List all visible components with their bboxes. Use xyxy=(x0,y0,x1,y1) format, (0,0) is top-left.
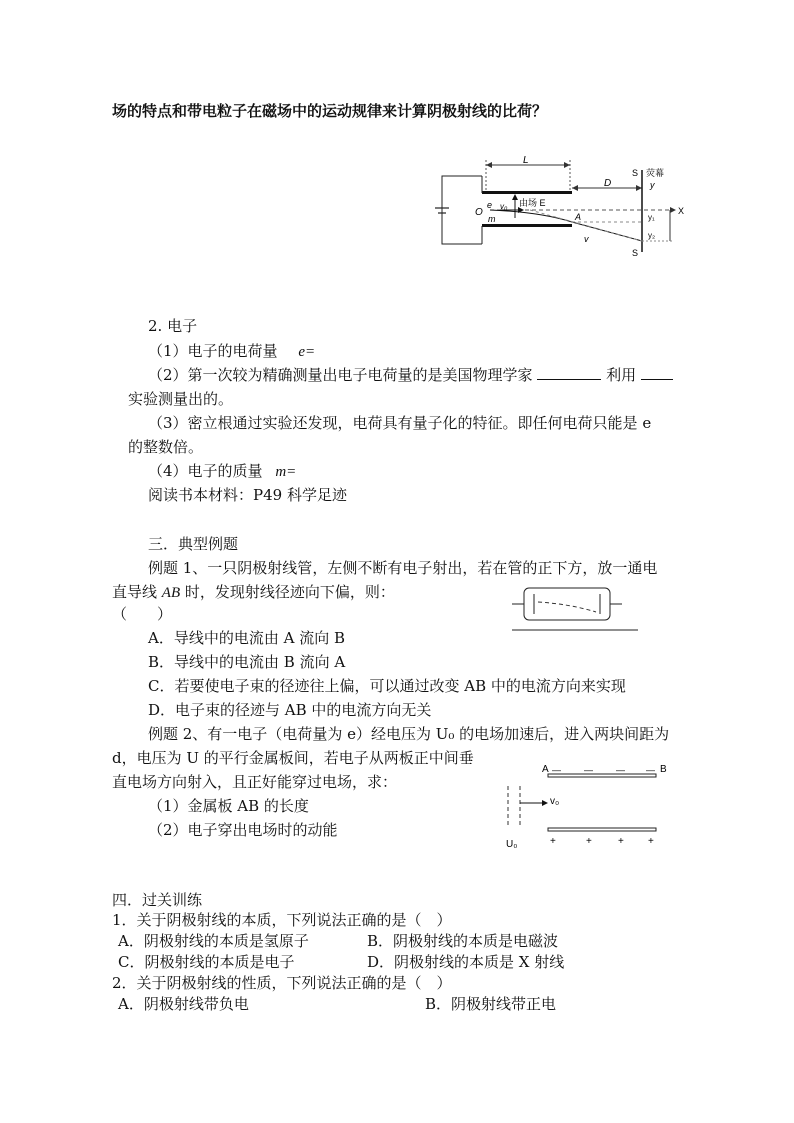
practice-q1-option-c[interactable]: C．阴极射线的本质是电子 xyxy=(118,953,295,971)
label-O: O xyxy=(475,207,483,218)
millikan-line-2: 实验测量出的。 xyxy=(128,390,234,408)
practice-q1-option-d[interactable]: D．阴极射线的本质是 X 射线 xyxy=(367,953,565,971)
label-field: 由场 E xyxy=(519,198,546,208)
example-2-question-1: （1）金属板 AB 的长度 xyxy=(148,797,309,815)
plus-sign-3: + xyxy=(618,836,624,847)
minus-sign-2: — xyxy=(584,765,593,775)
example-2-question-2: （2）电子穿出电场时的动能 xyxy=(148,821,338,839)
label-v: v xyxy=(584,234,589,244)
plate-label-B: B xyxy=(660,764,667,775)
ex1-option-a[interactable]: A．导线中的电流由 A 流向 B xyxy=(148,629,345,647)
label-A: A xyxy=(575,212,582,222)
label-L: L xyxy=(523,155,529,166)
label-D: D xyxy=(604,178,612,189)
practice-q2-option-b[interactable]: B．阴极射线带正电 xyxy=(425,995,557,1013)
plus-sign-4: + xyxy=(648,836,654,847)
electron-mass-label: （4）电子的质量 xyxy=(148,462,263,480)
quantization-line: （3）密立根通过实验还发现，电荷具有量子化的特征。即任何电荷只能是 e xyxy=(148,414,652,432)
deflection-diagram xyxy=(430,152,700,264)
label-S-bottom: S xyxy=(632,248,639,258)
plus-sign-1: + xyxy=(550,836,556,847)
example-2-line-3: 直电场方向射入，且正好能穿过电场，求： xyxy=(112,773,398,791)
reading-note: 阅读书本材料：P49 科学足迹 xyxy=(148,486,347,504)
plus-sign-2: + xyxy=(586,836,592,847)
label-y2: y₂ xyxy=(648,231,656,240)
minus-sign-1: — xyxy=(552,765,561,775)
intro-question: 场的特点和带电粒子在磁场中的运动规律来计算阴极射线的比荷？ xyxy=(112,102,548,120)
label-y1: y₁ xyxy=(648,213,655,222)
example-1-var: AB xyxy=(161,585,181,601)
example-1-text-a: 直导线 xyxy=(112,583,158,601)
scientist-blank[interactable] xyxy=(537,365,601,380)
practice-q2-option-a[interactable]: A．阴极射线带负电 xyxy=(118,995,249,1013)
example-1-paren: （ ） xyxy=(112,605,173,623)
label-v0: v₀ xyxy=(500,202,508,211)
label-e: e xyxy=(487,200,493,210)
electron-mass-var: m= xyxy=(275,464,297,480)
parallel-plates-diagram xyxy=(500,760,680,852)
example-2-line-2: d，电压为 U 的平行金属板间，若电子从两板正中间垂 xyxy=(112,749,474,767)
millikan-line xyxy=(148,365,673,385)
label-x: X xyxy=(678,206,685,216)
label-m: m xyxy=(488,214,496,224)
ex1-option-b[interactable]: B．导线中的电流由 B 流向 A xyxy=(148,653,346,671)
method-blank[interactable] xyxy=(641,365,673,380)
label-S-top: S xyxy=(632,168,639,178)
label-U0: U₀ xyxy=(506,839,518,850)
minus-sign-3: — xyxy=(616,765,625,775)
quantization-line-2: 的整数倍。 xyxy=(128,438,204,456)
example-2-line-1: 例题 2、有一电子（电荷量为 e）经电压为 U₀ 的电场加速后，进入两块间距为 xyxy=(148,725,670,743)
electron-mass-line xyxy=(148,461,296,482)
practice-q1-option-a[interactable]: A．阴极射线的本质是氢原子 xyxy=(118,932,309,950)
millikan-text-b: 利用 xyxy=(606,366,637,384)
ex1-option-c[interactable]: C．若要使电子束的径迹往上偏，可以通过改变 AB 中的电流方向来实现 xyxy=(148,677,626,695)
electron-charge-var: e= xyxy=(298,344,316,360)
section-4-heading: 四．过关训练 xyxy=(112,891,203,909)
ex1-option-d[interactable]: D．电子束的径迹与 AB 中的电流方向无关 xyxy=(148,701,432,719)
example-1-text-b: 时，发现射线径迹向下偏，则： xyxy=(184,583,395,601)
section-2-heading: 2. 电子 xyxy=(148,317,198,335)
electron-charge-label: （1）电子的电荷量 xyxy=(148,342,278,360)
section-3-heading: 三．典型例题 xyxy=(148,535,239,553)
millikan-text-a: （2）第一次较为精确测量出电子电荷量的是美国物理学家 xyxy=(148,366,533,384)
cathode-tube-diagram xyxy=(500,584,645,636)
example-1-line-1: 例题 1、一只阴极射线管，左侧不断有电子射出，若在管的正下方，放一通电 xyxy=(148,559,658,577)
practice-q1-option-b[interactable]: B．阴极射线的本质是电磁波 xyxy=(367,932,559,950)
practice-q2: 2．关于阴极射线的性质，下列说法正确的是（ ） xyxy=(112,974,452,992)
practice-q1: 1．关于阴极射线的本质，下列说法正确的是（ ） xyxy=(112,911,452,929)
example-1-line-2 xyxy=(112,582,395,603)
electron-charge-line xyxy=(148,341,315,362)
minus-sign-4: — xyxy=(646,765,655,775)
label-screen: 荧幕 xyxy=(646,168,665,178)
label-v0-fig3: v₀ xyxy=(550,796,560,807)
plate-label-A: A xyxy=(542,764,549,775)
label-y: y xyxy=(650,180,655,190)
